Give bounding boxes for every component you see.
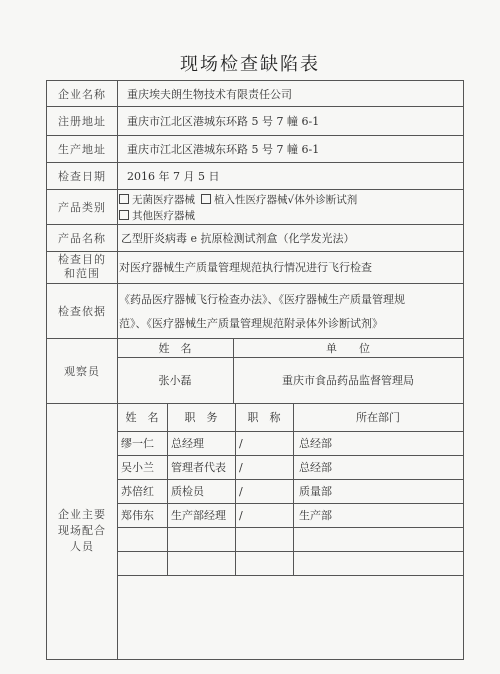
staff-row-1-title: /: [239, 436, 243, 450]
staff-row-3-position: 质检员: [171, 485, 204, 498]
staff-row-4-position: 生产部经理: [171, 509, 226, 522]
label-company-name: 企业名称: [58, 87, 106, 101]
staff-row-2-position: 管理者代表: [171, 461, 226, 474]
staff-header-title: 职 称: [247, 411, 281, 424]
basis-line-2: 范》、《医疗器械生产质量管理规范附录体外诊断试剂》: [119, 317, 383, 330]
product-name-value: 乙型肝炎病毒 e 抗原检测试剂盒（化学发光法）: [121, 231, 355, 245]
label-production-address: 生产地址: [58, 142, 106, 156]
staff-row-3-title: /: [239, 484, 243, 498]
staff-row-3-name: 苏倍红: [121, 485, 154, 498]
staff-row-1-department: 总经部: [299, 437, 332, 450]
observer-unit-header: 单 位: [326, 341, 370, 355]
label-purpose: 检查目的 和范围: [58, 253, 106, 280]
category-line-2: 其他医疗器械: [119, 207, 195, 223]
staff-header-department: 所在部门: [356, 411, 400, 424]
staff-header-name: 姓 名: [125, 411, 159, 424]
staff-row-4-title: /: [239, 508, 243, 522]
label-inspection-date: 检查日期: [58, 169, 106, 183]
observer-name-header: 姓 名: [158, 341, 192, 355]
staff-row-4-name: 郑伟东: [121, 509, 154, 522]
staff-row-2-title: /: [239, 460, 243, 474]
staff-row-2-name: 吴小兰: [121, 461, 154, 474]
registered-address-value: 重庆市江北区港城东环路 5 号 7 幢 6-1: [127, 114, 320, 128]
checked-ivd-reagent: √体外诊断试剂: [287, 193, 358, 206]
checkbox-implant: [201, 194, 211, 204]
checkbox-sterile: [119, 194, 129, 204]
production-address-value: 重庆市江北区港城东环路 5 号 7 幢 6-1: [127, 142, 320, 156]
staff-header-position: 职 务: [184, 411, 218, 424]
label-product-name: 产品名称: [58, 231, 106, 245]
inspection-form: [46, 80, 464, 660]
label-basis: 检查依据: [58, 304, 106, 318]
staff-row-1-name: 缪一仁: [121, 437, 154, 450]
inspection-date-value: 2016 年 7 月 5 日: [127, 169, 220, 183]
page-title: 现场检查缺陷表: [180, 54, 320, 75]
label-staff: 企业主要 现场配合 人员: [58, 508, 106, 553]
staff-row-3-department: 质量部: [299, 485, 332, 498]
checkbox-other: [119, 210, 129, 220]
label-observer: 观察员: [64, 364, 100, 378]
staff-row-2-department: 总经部: [299, 461, 332, 474]
staff-row-1-position: 总经理: [171, 437, 204, 450]
label-product-category: 产品类别: [58, 200, 106, 214]
observer-unit: 重庆市食品药品监督管理局: [282, 374, 414, 387]
company-name-value: 重庆埃夫朗生物技术有限责任公司: [127, 87, 292, 101]
staff-row-4-department: 生产部: [299, 509, 332, 522]
label-registered-address: 注册地址: [58, 114, 106, 128]
basis-line-1: 《药品医疗器械飞行检查办法》、《医疗器械生产质量管理规: [119, 293, 405, 306]
category-line-1: 无菌医疗器械 植入性医疗器械 √体外诊断试剂: [119, 191, 357, 207]
purpose-value: 对医疗器械生产质量管理规范执行情况进行飞行检查: [119, 261, 372, 274]
observer-name: 张小磊: [158, 374, 192, 387]
